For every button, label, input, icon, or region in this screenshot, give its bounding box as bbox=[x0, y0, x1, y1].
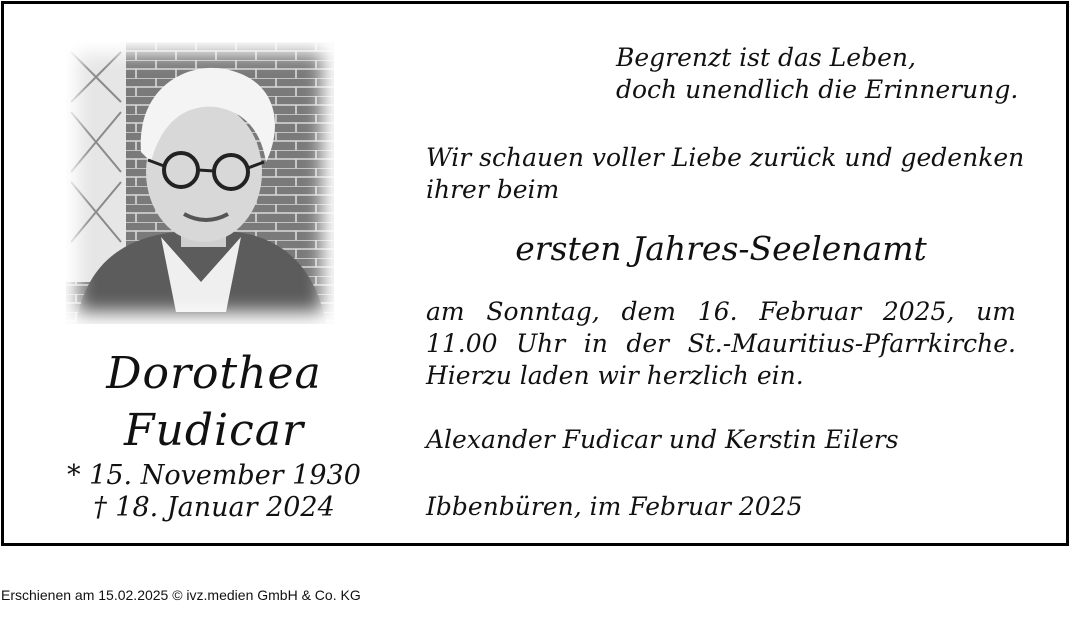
details-line-1: am Sonntag, dem 16. Februar 2025, um bbox=[426, 297, 1016, 326]
deceased-first-name: Dorothea bbox=[106, 348, 322, 399]
portrait-image bbox=[66, 42, 334, 324]
intro-text bbox=[426, 142, 1024, 206]
death-date: † 18. Januar 2024 bbox=[93, 492, 335, 523]
motto bbox=[616, 42, 1018, 106]
signatories: Alexander Fudicar und Kerstin Eilers bbox=[426, 425, 899, 454]
motto-line-1: Begrenzt ist das Leben, bbox=[616, 43, 916, 72]
birth-date: * 15. November 1930 bbox=[67, 460, 361, 491]
event-details bbox=[426, 296, 1016, 392]
deceased-last-name: Fudicar bbox=[123, 405, 304, 456]
portrait-photo bbox=[66, 42, 334, 324]
details-line-2: 11.00 Uhr in der St.-Mauritius-Pfarrkirche. bbox=[426, 329, 1016, 358]
details-line-3: Hierzu laden wir herzlich ein. bbox=[426, 361, 804, 390]
obituary-notice bbox=[1, 1, 1069, 546]
place-date: Ibbenbüren, im Februar 2025 bbox=[426, 492, 803, 521]
intro-line-2: ihrer beim bbox=[426, 175, 560, 204]
motto-line-2: doch unendlich die Erinnerung. bbox=[616, 75, 1019, 104]
intro-line-1: Wir schauen voller Liebe zurück und gedenken bbox=[426, 143, 1025, 172]
publication-footer: Erschienen am 15.02.2025 © ivz.medien GmbH & Co. KG bbox=[1, 587, 361, 603]
event-title: ersten Jahres-Seelenamt bbox=[515, 229, 927, 268]
